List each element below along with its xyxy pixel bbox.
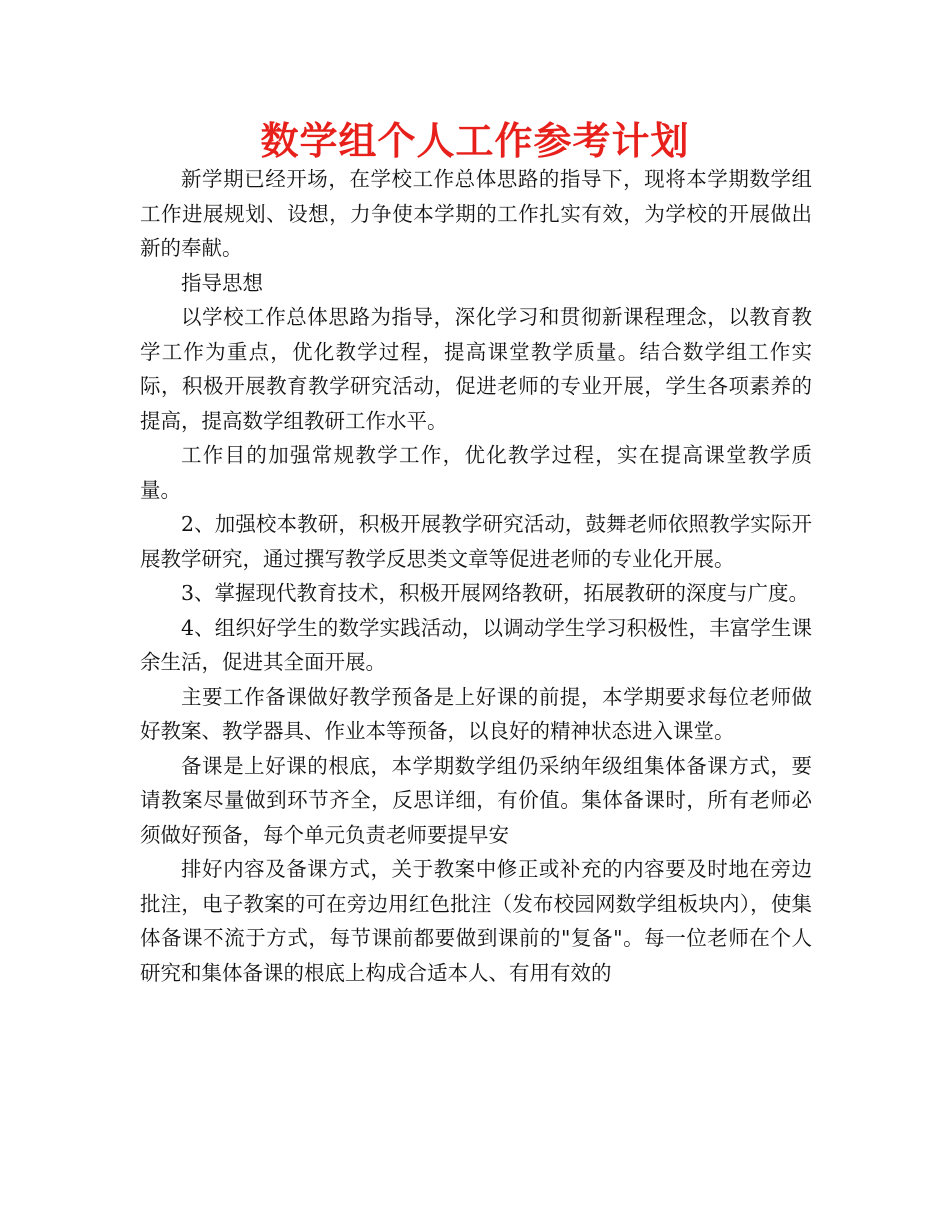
document-body — [140, 162, 812, 990]
paragraph-lesson-prep: 备课是上好课的根底，本学期数学组仍采纳年级组集体备课方式，要请教案尽量做到环节齐全，反思详细，有价值。集体备课时，所有老师必须做好预备，每个单元负责老师要提早安 — [140, 753, 812, 847]
paragraph-guiding-thought: 以学校工作总体思路为指导，深化学习和贯彻新课程理念，以教育教学工作为重点，优化教学过程，提高课堂教学质量。结合数学组工作实际，积极开展教育教学研究活动，促进老师的专业开展，学生各项素养的提高，提高数学组教研工作水平。 — [140, 305, 812, 433]
paragraph-goal-1: 工作目的加强常规教学工作，优化教学过程，实在提高课堂教学质量。 — [140, 443, 812, 502]
paragraph-goal-4: 4、组织好学生的数学实践活动，以调动学生学习积极性，丰富学生课余生活，促进其全面开展。 — [140, 615, 812, 674]
section-heading-guiding-thought: 指导思想 — [181, 270, 263, 295]
paragraph-main-work: 主要工作备课做好教学预备是上好课的前提，本学期要求每位老师做好教案、教学器具、作业本等预备，以良好的精神状态进入课堂。 — [140, 684, 812, 743]
paragraph-lesson-prep-continued: 排好内容及备课方式，关于教案中修正或补充的内容要及时地在旁边批注，电子教案的可在旁边用红色批注（发布校园网数学组板块内），使集体备课不流于方式，每节课前都要做到课前的"复备"。每一位老师在个人研究和集体备课的根底上构成合适本人、有用有效的 — [140, 857, 812, 985]
paragraph-goal-2: 2、加强校本教研，积极开展教学研究活动，鼓舞老师依照教学实际开展教学研究，通过撰写教学反思类文章等促进老师的专业化开展。 — [140, 512, 812, 571]
paragraph-goal-3: 3、掌握现代教育技术，积极开展网络教研，拓展教研的深度与广度。 — [181, 581, 810, 605]
document-title: 数学组个人工作参考计划 — [260, 119, 690, 163]
paragraph-intro: 新学期已经开场，在学校工作总体思路的指导下，现将本学期数学组工作进展规划、设想，力争使本学期的工作扎实有效，为学校的开展做出新的奉献。 — [140, 167, 812, 260]
